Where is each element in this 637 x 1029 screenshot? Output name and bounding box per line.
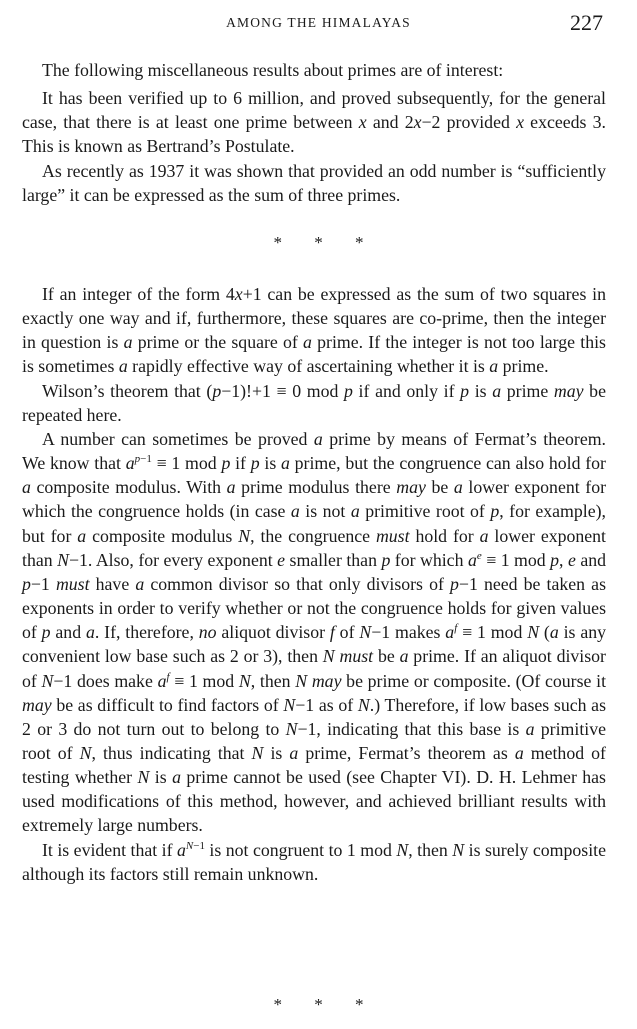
running-head: [0, 8, 637, 38]
text-block-tests: [22, 282, 606, 886]
text-block-primes: [22, 58, 606, 207]
paragraph-1937: As recently as 1937 it was shown that provided an odd number is “sufficiently large” it can be expressed as the sum of three primes.: [22, 160, 606, 205]
paragraph-sum-of-squares: If an integer of the form 4x+1 can be expressed as the sum of two squares in exactly one way and if, furthermore, these squares are co-prime, then the integer in question is a prime or the square of a prime. If the integer is not too large this is sometimes a rapidly effective way of ascertaining whether it is a prime.: [22, 284, 606, 377]
paragraph-intro: The following miscellaneous results about primes are of interest:: [42, 60, 504, 80]
paragraph-wilson: Wilson’s theorem that (p−1)!+1 ≡ 0 mod p if and only if p is a prime may be repeated here.: [22, 380, 606, 425]
section-separator-end: * * *: [273, 995, 364, 1014]
paragraph-composite: It is evident that if $a^{N-1}$ is not congruent to 1 mod N, then N is surely composite although its factors still remain unknown.: [22, 839, 606, 884]
running-title: AMONG THE HIMALAYAS: [226, 15, 411, 30]
paragraph-bertrand: It has been verified up to 6 million, and proved subsequently, for the general case, that there is at least one prime between x and 2x−2 provided x exceeds 3. This is known as Bertrand’s Postulate.: [22, 88, 606, 157]
paragraph-fermat: A number can sometimes be proved a prime by means of Fermat’s theorem. We know that $a^{p-1} \equiv 1$ mod p if p is a prime, but the congruence can also hold for a composite modulus. With a prime modulus there may be a lower exponent for which the congruence holds (in case a is not a primitive root of p, for example), but for a composite modulus N, the congruence must hold for a lower exponent than N−1. Also, for every exponent e smaller than p for which $a^e \equiv 1$ mod p, e and p−1 must have a common divisor so that only divisors of p−1 need be taken as exponents in order to verify whether or not the congruence holds for given values of p and a. If, therefore, no aliquot divisor f of N−1 makes $a^f \equiv 1$ mod N (a is any convenient low base such as 2 or 3), then N must be a prime. If an aliquot divisor of N−1 does make $a^f \equiv 1$ mod N, then N may be prime or composite. (Of course it may be as difficult to find factors of N−1 as of N.) Therefore, if low bases such as 2 or 3 do not turn out to belong to N−1, indicating that this base is a primitive root of N, thus indicating that N is a prime, Fermat’s theorem as a method of testing whether N is a prime cannot be used (see Chapter VI). D. H. Lehmer has used modifications of this method, however, and achieved brilliant results with extremely large numbers.: [22, 428, 607, 836]
page-number: 227: [570, 10, 603, 35]
section-separator: * * *: [273, 233, 364, 252]
